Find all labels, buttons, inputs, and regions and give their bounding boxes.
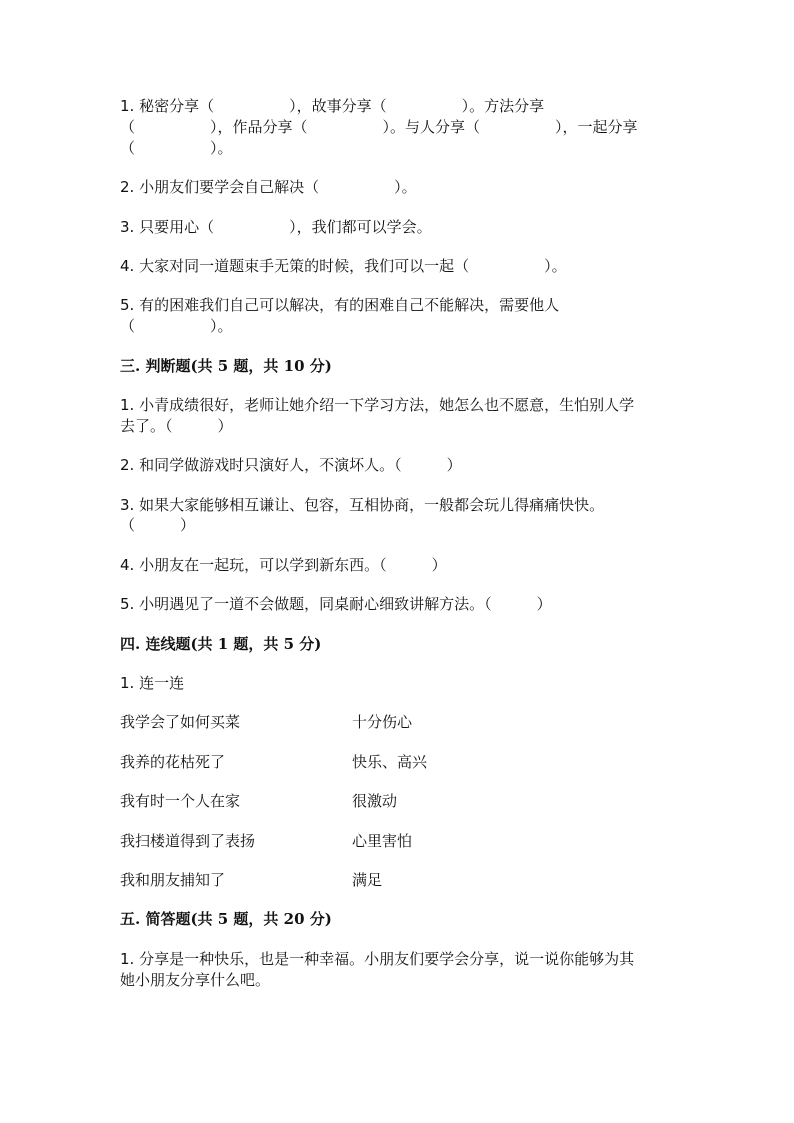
matching-right-item: 满足 <box>352 871 383 889</box>
fill-q1-line1: 1. 秘密分享（ ），故事分享（ ）。方法分享 <box>120 97 545 115</box>
short-answer-q1-line2: 她小朋友分享什么吧。 <box>120 971 271 989</box>
fill-q3: 3. 只要用心（ ），我们都可以学会。 <box>120 218 432 236</box>
fill-q4: 4. 大家对同一道题束手无策的时候，我们可以一起（ ）。 <box>120 257 567 275</box>
judge-q3-line2: （ ） <box>120 516 196 534</box>
fill-q5-line2: （ ）。 <box>120 317 233 335</box>
judge-q5: 5. 小明遇见了一道不会做题，同桌耐心细致讲解方法。（ ） <box>120 595 552 613</box>
judge-q4: 4. 小朋友在一起玩，可以学到新东西。（ ） <box>120 556 447 574</box>
matching-left-item: 我扫楼道得到了表扬 <box>120 832 256 850</box>
matching-prompt: 1. 连一连 <box>120 674 185 692</box>
judge-heading: 三. 判断题(共 5 题，共 10 分) <box>120 357 332 375</box>
matching-right-item: 很激动 <box>352 792 398 810</box>
matching-left-item: 我和朋友捕知了 <box>120 871 226 889</box>
matching-left-item: 我学会了如何买菜 <box>120 713 241 731</box>
fill-q1-line3: （ ）。 <box>120 139 233 157</box>
matching-heading: 四. 连线题(共 1 题，共 5 分) <box>120 635 322 653</box>
fill-q2: 2. 小朋友们要学会自己解决（ ）。 <box>120 178 417 196</box>
matching-right-item: 心里害怕 <box>352 832 413 850</box>
short-answer-q1-line1: 1. 分享是一种快乐，也是一种幸福。小朋友们要学会分享，说一说你能够为其 <box>120 950 635 968</box>
judge-q1-line1: 1. 小青成绩很好，老师让她介绍一下学习方法，她怎么也不愿意，生怕别人学 <box>120 396 635 414</box>
matching-left-item: 我养的花枯死了 <box>120 753 226 771</box>
matching-right-item: 快乐、高兴 <box>352 753 428 771</box>
matching-right-item: 十分伤心 <box>352 713 413 731</box>
fill-q5-line1: 5. 有的困难我们自己可以解决，有的困难自己不能解决，需要他人 <box>120 296 560 314</box>
matching-left-item: 我有时一个人在家 <box>120 792 241 810</box>
short-answer-heading: 五. 简答题(共 5 题，共 20 分) <box>120 910 332 928</box>
fill-q1-line2: （ ），作品分享（ ）。与人分享（ ），一起分享 <box>120 118 638 136</box>
judge-q2: 2. 和同学做游戏时只演好人，不演坏人。（ ） <box>120 456 462 474</box>
judge-q3-line1: 3. 如果大家能够相互谦让、包容，互相协商，一般都会玩儿得痛痛快快。 <box>120 496 605 514</box>
judge-q1-line2: 去了。（ ） <box>120 417 233 435</box>
